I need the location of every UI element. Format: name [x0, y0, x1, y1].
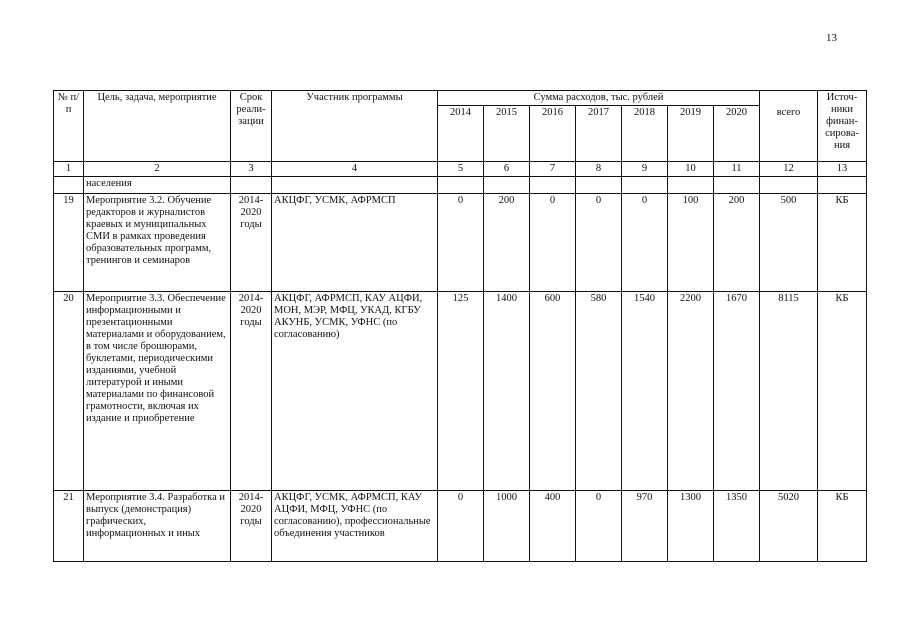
- row-value: 100: [668, 194, 714, 292]
- header-term: Срок реали-зации: [231, 91, 272, 162]
- column-number: 7: [530, 162, 576, 177]
- empty-cell: [272, 177, 438, 194]
- header-year: 2014: [438, 106, 484, 162]
- row-term: 2014-2020 годы: [231, 292, 272, 491]
- header-total: всего: [760, 106, 818, 162]
- header-goal: Цель, задача, мероприятие: [84, 91, 231, 162]
- row-goal: Мероприятие 3.3. Обеспечение информационными и презентационными материалами и оборудованием, в том числе брошюрами, буклетами, периодическими изданиями, учебной литературой и иными материалами по финансовой грамотности, включая их издание и приобретение: [84, 292, 231, 491]
- column-number: 9: [622, 162, 668, 177]
- empty-cell: [714, 177, 760, 194]
- empty-cell: [818, 177, 867, 194]
- header-year: 2018: [622, 106, 668, 162]
- row-total: 8115: [760, 292, 818, 491]
- row-value: 400: [530, 491, 576, 562]
- empty-cell: [530, 177, 576, 194]
- row-value: 125: [438, 292, 484, 491]
- header-source: Источ-ники финан-сирова-ния: [818, 91, 867, 162]
- row-value: 1000: [484, 491, 530, 562]
- row-number: 19: [54, 194, 84, 292]
- row-source: КБ: [818, 194, 867, 292]
- column-number: 12: [760, 162, 818, 177]
- row-value: 2200: [668, 292, 714, 491]
- empty-cell: [484, 177, 530, 194]
- row-value: 200: [484, 194, 530, 292]
- row-number: 21: [54, 491, 84, 562]
- header-row-1: [54, 91, 867, 106]
- row-value: 0: [530, 194, 576, 292]
- row-value: 1300: [668, 491, 714, 562]
- column-number: 11: [714, 162, 760, 177]
- header-no: № п/п: [54, 91, 84, 162]
- row-participant: АКЦФГ, АФРМСП, КАУ АЦФИ, МОН, МЭР, МФЦ, УКАД, КГБУ АКУНБ, УСМК, УФНС (по согласованию): [272, 292, 438, 491]
- column-number: 3: [231, 162, 272, 177]
- fragment-text: населения: [84, 177, 231, 194]
- header-year: 2017: [576, 106, 622, 162]
- row-value: 1540: [622, 292, 668, 491]
- row-participant: АКЦФГ, УСМК, АФРМСП, КАУ АЦФИ, МФЦ, УФНС (по согласованию), профессиональные объединения участников: [272, 491, 438, 562]
- empty-cell: [54, 177, 84, 194]
- row-value: 0: [622, 194, 668, 292]
- column-number: 2: [84, 162, 231, 177]
- header-year: 2016: [530, 106, 576, 162]
- table-row: [54, 292, 867, 491]
- empty-cell: [622, 177, 668, 194]
- row-goal: Мероприятие 3.4. Разработка и выпуск (демонстрация) графических, информационных и иных: [84, 491, 231, 562]
- empty-cell: [576, 177, 622, 194]
- header-year: 2015: [484, 106, 530, 162]
- row-participant: АКЦФГ, УСМК, АФРМСП: [272, 194, 438, 292]
- row-term: 2014-2020 годы: [231, 194, 272, 292]
- table-row: [54, 194, 867, 292]
- header-year: 2020: [714, 106, 760, 162]
- empty-cell: [438, 177, 484, 194]
- row-value: 0: [438, 491, 484, 562]
- column-number: 1: [54, 162, 84, 177]
- table-row: [54, 491, 867, 562]
- row-value: 0: [576, 194, 622, 292]
- row-value: 970: [622, 491, 668, 562]
- expenses-table: [53, 90, 867, 562]
- row-total: 500: [760, 194, 818, 292]
- table-row-fragment: [54, 177, 867, 194]
- row-source: КБ: [818, 491, 867, 562]
- empty-cell: [668, 177, 714, 194]
- column-number: 10: [668, 162, 714, 177]
- row-value: 0: [438, 194, 484, 292]
- page-number: 13: [826, 32, 837, 44]
- row-value: 200: [714, 194, 760, 292]
- column-number: 6: [484, 162, 530, 177]
- header-year: 2019: [668, 106, 714, 162]
- row-value: 1670: [714, 292, 760, 491]
- row-source: КБ: [818, 292, 867, 491]
- column-number: 5: [438, 162, 484, 177]
- column-number: 13: [818, 162, 867, 177]
- row-value: 600: [530, 292, 576, 491]
- header-sum: Сумма расходов, тыс. рублей: [438, 91, 760, 106]
- header-total-top: [760, 91, 818, 106]
- row-value: 580: [576, 292, 622, 491]
- row-value: 0: [576, 491, 622, 562]
- empty-cell: [231, 177, 272, 194]
- row-term: 2014-2020 годы: [231, 491, 272, 562]
- row-number: 20: [54, 292, 84, 491]
- column-number: 8: [576, 162, 622, 177]
- row-goal: Мероприятие 3.2. Обучение редакторов и журналистов краевых и муниципальных СМИ в рамках проведения образовательных программ, тренингов и семинаров: [84, 194, 231, 292]
- row-total: 5020: [760, 491, 818, 562]
- empty-cell: [760, 177, 818, 194]
- header-participant: Участник программы: [272, 91, 438, 162]
- row-value: 1350: [714, 491, 760, 562]
- row-value: 1400: [484, 292, 530, 491]
- column-number-row: [54, 162, 867, 177]
- column-number: 4: [272, 162, 438, 177]
